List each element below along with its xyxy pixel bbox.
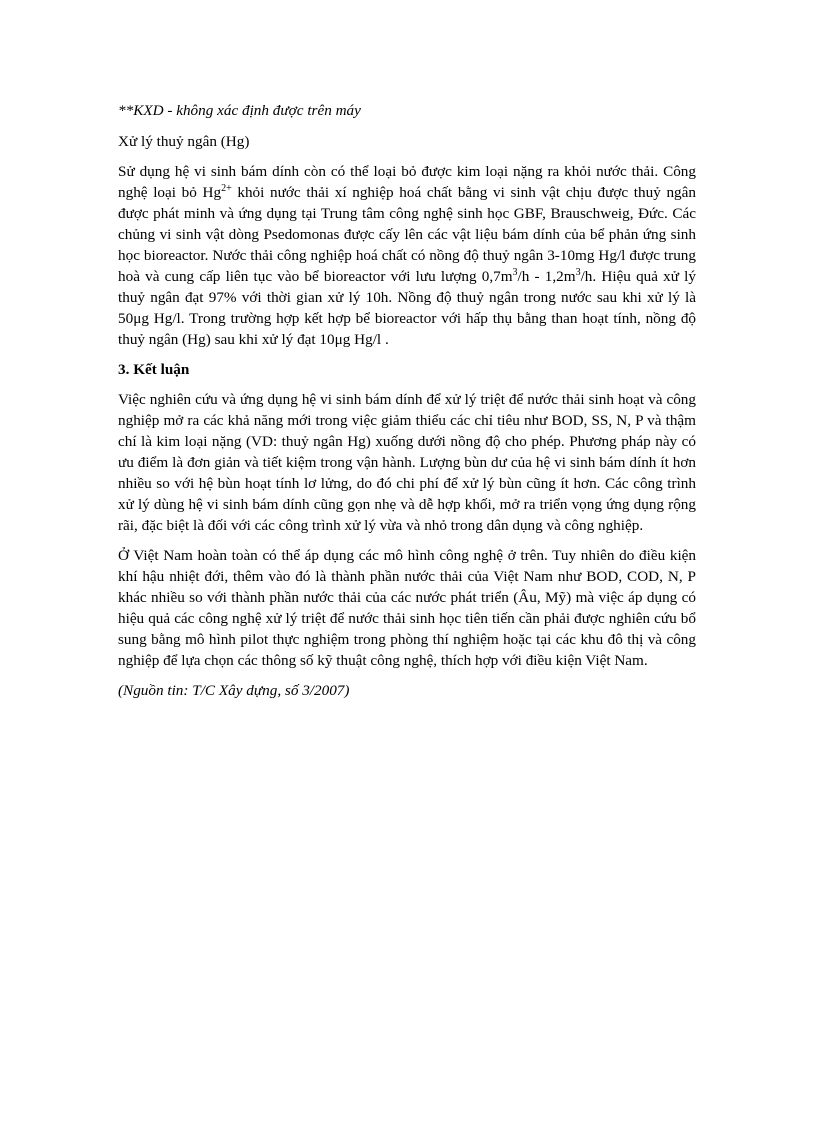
conclusion-paragraph-1: Việc nghiên cứu và ứng dụng hệ vi sinh bám dính để xử lý triệt để nước thải sinh hoạt và công nghiệp mở ra các khả năng mới trong việc giảm thiểu các chỉ tiêu như BOD, SS, N, P và thậm chí là kim loại nặng (VD: thuỷ ngân Hg) xuống dưới nồng độ cho phép. Phương pháp này có ưu điểm là đơn giản và tiết kiệm trong vận hành. Lượng bùn dư của hệ vi sinh bám dính ít hơn nhiều so với hệ bùn hoạt tính lơ lửng, do đó chi phí để xử lý bùn cũng ít hơn. Các công trình xử lý dùng hệ vi sinh bám dính cũng gọn nhẹ và dễ hợp khối, mở ra triển vọng ứng dụng rộng rãi, đặc biệt là đối với các công trình xử lý vừa và nhỏ trong dân dụng và công nghiệp.	[118, 391, 696, 534]
conclusion-paragraph-2: Ở Việt Nam hoàn toàn có thể áp dụng các mô hình công nghệ ở trên. Tuy nhiên do điều kiện khí hậu nhiệt đới, thêm vào đó là thành phần nước thải của Việt Nam như BOD, COD, N, P khác nhiều so với thành phần nước thải của các nước phát triển (Âu, Mỹ) mà việc áp dụng có hiệu quả các công nghệ xử lý triệt để nước thải sinh học tiên tiến cần phải được nghiên cứu bổ sung bằng mô hình pilot thực nghiệm trong phòng thí nghiệm hoặc tại các khu đô thị và công nghiệp để lựa chọn các thông số kỹ thuật công nghệ, thích hợp với điều kiện Việt Nam.	[118, 547, 696, 669]
mercury-paragraph: Sử dụng hệ vi sinh bám dính còn có thể loại bỏ được kim loại nặng ra khỏi nước thải. Công nghệ loại bỏ $Hg^{2+}$ khỏi nước thải xí nghiệp hoá chất bằng vi sinh vật chịu được thuỷ ngân được phát minh và ứng dụng tại Trung tâm công nghệ sinh học GBF, Brauschweig, Đức. Các chủng vi sinh vật dòng Psedomonas được cấy lên các vật liệu bám dính của bể phản ứng sinh học bioreactor. Nước thải công nghiệp hoá chất có nồng độ thuỷ ngân 3-10mg Hg/l được trung hoà và cung cấp liên tục vào bể bioreactor với lưu lượng $0,7m^3/h - 1,2m^3/h$. Hiệu quả xử lý thuỷ ngân đạt 97% với thời gian xử lý 10h. Nồng độ thuỷ ngân trong nước sau khi xử lý là 50μg Hg/l. Trong trường hợp kết hợp bể bioreactor với hấp thụ bằng than hoạt tính, nồng độ thuỷ ngân (Hg) sau khi xử lý đạt 10μg Hg/l .	[118, 163, 696, 348]
section-title-mercury: Xử lý thuỷ ngân (Hg)	[118, 133, 250, 150]
footnote-kxd: **KXD - không xác định được trên máy	[118, 102, 361, 119]
conclusion-heading: 3. Kết luận	[118, 361, 190, 378]
source-citation: (Nguồn tin: T/C Xây dựng, số 3/2007)	[118, 682, 350, 699]
document-page	[118, 100, 696, 701]
